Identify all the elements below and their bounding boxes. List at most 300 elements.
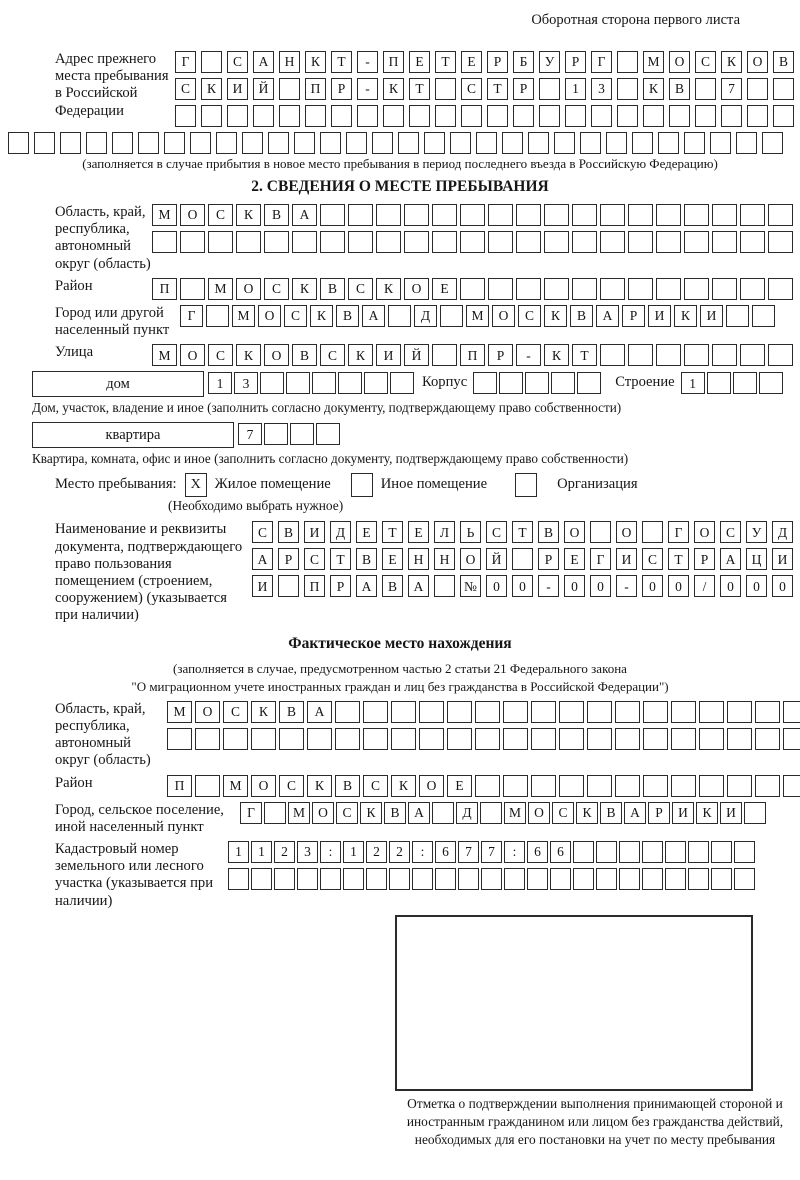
char-box: К — [643, 78, 664, 100]
char-box: М — [167, 701, 192, 723]
char-box: И — [772, 548, 793, 570]
char-box — [615, 775, 640, 797]
actual-region-block — [8, 701, 792, 770]
street-row — [152, 344, 793, 366]
char-box: Р — [622, 305, 645, 327]
actual-district-label: Район — [55, 774, 93, 791]
char-box: С — [320, 344, 345, 366]
char-box: 2 — [274, 841, 295, 863]
char-box: И — [700, 305, 723, 327]
char-box: М — [232, 305, 255, 327]
char-box: К — [307, 775, 332, 797]
char-box: О — [492, 305, 515, 327]
char-box — [419, 728, 444, 750]
char-box: - — [516, 344, 541, 366]
section2-title: 2. СВЕДЕНИЯ О МЕСТЕ ПРЕБЫВАНИЯ — [251, 178, 549, 195]
char-box: 7 — [481, 841, 502, 863]
prev-address-row-3 — [175, 105, 794, 127]
char-box: В — [335, 775, 360, 797]
char-box — [488, 278, 513, 300]
char-box: К — [310, 305, 333, 327]
char-box — [264, 802, 286, 824]
char-box — [527, 868, 548, 890]
char-box — [357, 105, 378, 127]
char-box — [531, 775, 556, 797]
char-box: 0 — [486, 575, 507, 597]
actual-location-title: Фактическое место нахождения — [288, 634, 512, 652]
char-box — [180, 231, 205, 253]
char-box — [112, 132, 133, 154]
char-box: С — [264, 278, 289, 300]
district-label: Район — [55, 277, 93, 294]
char-box: В — [278, 521, 299, 543]
char-box — [201, 51, 222, 73]
char-box — [320, 231, 345, 253]
char-box — [759, 372, 783, 394]
char-box — [274, 868, 295, 890]
char-box — [747, 105, 768, 127]
char-box: В — [600, 802, 622, 824]
char-box: О — [528, 802, 550, 824]
char-box — [544, 278, 569, 300]
char-box — [539, 78, 560, 100]
stay-type-row — [55, 473, 792, 497]
char-box: № — [460, 575, 481, 597]
char-box — [460, 204, 485, 226]
char-box — [432, 802, 454, 824]
actual-region-label: Область, край, республика, автономный округ (область) — [55, 700, 151, 769]
char-box — [320, 204, 345, 226]
char-box: К — [544, 305, 567, 327]
char-box: С — [642, 548, 663, 570]
char-box — [577, 372, 601, 394]
document-row-2 — [252, 548, 793, 570]
char-box — [596, 841, 617, 863]
char-box — [684, 278, 709, 300]
char-box: Т — [330, 548, 351, 570]
char-box: - — [357, 78, 378, 100]
district-block — [8, 278, 792, 300]
char-box: В — [320, 278, 345, 300]
char-box — [503, 701, 528, 723]
char-box — [253, 105, 274, 127]
char-box — [502, 132, 523, 154]
char-box — [450, 132, 471, 154]
char-box: К — [576, 802, 598, 824]
char-box — [783, 728, 800, 750]
char-box: К — [360, 802, 382, 824]
char-box: - — [357, 51, 378, 73]
char-box: Й — [404, 344, 429, 366]
char-box — [712, 278, 737, 300]
char-box: Т — [668, 548, 689, 570]
char-box: И — [616, 548, 637, 570]
char-box — [404, 204, 429, 226]
char-box — [656, 204, 681, 226]
char-box — [528, 132, 549, 154]
char-box: Т — [512, 521, 533, 543]
char-box — [699, 728, 724, 750]
char-box — [551, 372, 575, 394]
char-box — [572, 231, 597, 253]
korpus-label: Корпус — [422, 374, 468, 391]
char-box: - — [616, 575, 637, 597]
char-box — [435, 868, 456, 890]
cadastral-row-2 — [228, 868, 755, 890]
prev-address-block — [8, 51, 792, 127]
char-box: В — [264, 204, 289, 226]
char-box — [316, 423, 340, 445]
char-box: Б — [513, 51, 534, 73]
char-box: 0 — [772, 575, 793, 597]
char-box: 1 — [228, 841, 249, 863]
stamp-box — [395, 915, 753, 1091]
char-box — [34, 132, 55, 154]
char-box — [684, 231, 709, 253]
char-box — [658, 132, 679, 154]
char-box — [643, 775, 668, 797]
char-box: С — [348, 278, 373, 300]
char-box: Г — [590, 548, 611, 570]
char-box: Д — [772, 521, 793, 543]
char-box — [167, 728, 192, 750]
char-box: 0 — [720, 575, 741, 597]
char-box: К — [674, 305, 697, 327]
char-box — [481, 868, 502, 890]
char-box: М — [152, 344, 177, 366]
street-block — [8, 344, 792, 366]
char-box — [346, 132, 367, 154]
char-box: 7 — [721, 78, 742, 100]
actual-district-block — [8, 775, 792, 797]
char-box — [628, 231, 653, 253]
char-box — [591, 105, 612, 127]
char-box: Е — [447, 775, 472, 797]
char-box — [727, 728, 752, 750]
checkbox-organization — [515, 473, 537, 497]
stroenie-cells — [681, 371, 783, 394]
char-box: В — [773, 51, 794, 73]
char-box: О — [694, 521, 715, 543]
actual-city-row — [240, 802, 766, 824]
char-box — [460, 231, 485, 253]
char-box — [573, 868, 594, 890]
char-box: : — [504, 841, 525, 863]
char-box — [744, 802, 766, 824]
char-box — [320, 132, 341, 154]
char-box — [435, 78, 456, 100]
char-box — [559, 775, 584, 797]
char-box: К — [251, 701, 276, 723]
char-box — [684, 204, 709, 226]
char-box — [297, 868, 318, 890]
checkbox-residential: X — [185, 473, 207, 497]
char-box — [712, 204, 737, 226]
char-box — [525, 372, 549, 394]
char-box — [710, 132, 731, 154]
house-number-cells — [208, 371, 414, 394]
char-box — [516, 231, 541, 253]
char-box — [711, 868, 732, 890]
apartment-cells — [238, 422, 340, 445]
document-row-1 — [252, 521, 793, 543]
char-box — [488, 204, 513, 226]
char-box: И — [252, 575, 273, 597]
char-box — [383, 105, 404, 127]
char-box — [768, 231, 793, 253]
char-box — [206, 305, 229, 327]
char-box — [617, 105, 638, 127]
stay-option-other-label: Иное помещение — [380, 476, 488, 493]
char-box — [460, 278, 485, 300]
char-box — [734, 841, 755, 863]
char-box — [684, 344, 709, 366]
char-box: Л — [434, 521, 455, 543]
char-box — [617, 78, 638, 100]
char-box: Р — [278, 548, 299, 570]
char-box: А — [292, 204, 317, 226]
char-box: Р — [330, 575, 351, 597]
document-label: Наименование и реквизиты документа, подтверждающего право пользования помещением (строением, сооружением) (указывается при наличии) — [55, 521, 243, 624]
char-box: В — [279, 701, 304, 723]
house-caption: Дом, участок, владение и иное (заполнить согласно документу, подтверждающему право собственности) — [32, 400, 622, 416]
city-row — [180, 305, 775, 327]
char-box: О — [195, 701, 220, 723]
char-box — [434, 575, 455, 597]
char-box — [242, 132, 263, 154]
apartment-widebox: квартира — [32, 422, 234, 448]
region-label: Область, край, республика, автономный округ (область) — [55, 204, 151, 272]
char-box — [671, 728, 696, 750]
char-box — [699, 775, 724, 797]
stay-type-label: Место пребывания: — [55, 476, 177, 493]
char-box — [619, 841, 640, 863]
char-box: Г — [240, 802, 262, 824]
char-box: Ь — [460, 521, 481, 543]
char-box: И — [648, 305, 671, 327]
char-box — [628, 204, 653, 226]
char-box: О — [747, 51, 768, 73]
char-box — [390, 372, 414, 394]
char-box: О — [180, 204, 205, 226]
char-box — [752, 305, 775, 327]
char-box — [294, 132, 315, 154]
char-box: Т — [572, 344, 597, 366]
char-box: С — [252, 521, 273, 543]
char-box — [643, 105, 664, 127]
char-box — [476, 132, 497, 154]
char-box — [366, 868, 387, 890]
char-box — [228, 868, 249, 890]
char-box: 0 — [512, 575, 533, 597]
apartment-block — [32, 422, 792, 448]
char-box — [773, 78, 794, 100]
char-box — [487, 105, 508, 127]
char-box: А — [307, 701, 332, 723]
char-box — [331, 105, 352, 127]
char-box: Е — [564, 548, 585, 570]
prev-address-label: Адрес прежнего места пребывания в Российской Федерации — [55, 51, 169, 119]
char-box: 1 — [343, 841, 364, 863]
char-box — [216, 132, 237, 154]
char-box — [642, 521, 663, 543]
char-box: И — [672, 802, 694, 824]
stay-option-organization-label: Организация — [557, 476, 638, 493]
char-box: С — [720, 521, 741, 543]
char-box — [398, 132, 419, 154]
char-box: К — [383, 78, 404, 100]
char-box — [475, 775, 500, 797]
char-box: К — [376, 278, 401, 300]
char-box: 3 — [297, 841, 318, 863]
char-box — [223, 728, 248, 750]
char-box — [180, 278, 205, 300]
char-box — [688, 868, 709, 890]
char-box: 7 — [238, 423, 262, 445]
char-box — [268, 132, 289, 154]
char-box: Т — [382, 521, 403, 543]
char-box — [768, 204, 793, 226]
char-box — [152, 231, 177, 253]
document-row-3 — [252, 575, 793, 597]
char-box — [734, 868, 755, 890]
char-box: О — [180, 344, 205, 366]
char-box: / — [694, 575, 715, 597]
char-box: А — [362, 305, 385, 327]
char-box: 1 — [565, 78, 586, 100]
char-box — [348, 231, 373, 253]
char-box — [671, 701, 696, 723]
char-box: С — [284, 305, 307, 327]
char-box — [388, 305, 411, 327]
char-box — [376, 204, 401, 226]
char-box: М — [504, 802, 526, 824]
korpus-cells — [473, 371, 601, 394]
char-box — [619, 868, 640, 890]
char-box — [587, 775, 612, 797]
char-box: С — [208, 204, 233, 226]
char-box: 6 — [527, 841, 548, 863]
char-box: К — [236, 344, 261, 366]
char-box — [755, 701, 780, 723]
char-box — [475, 728, 500, 750]
char-box — [740, 204, 765, 226]
char-box: Н — [434, 548, 455, 570]
char-box: Р — [331, 78, 352, 100]
actual-region-row-1 — [167, 701, 800, 723]
char-box: О — [404, 278, 429, 300]
char-box: - — [538, 575, 559, 597]
char-box: А — [253, 51, 274, 73]
char-box — [726, 305, 749, 327]
char-box: О — [251, 775, 276, 797]
char-box: С — [486, 521, 507, 543]
char-box: И — [304, 521, 325, 543]
char-box — [227, 105, 248, 127]
char-box — [628, 344, 653, 366]
char-box: У — [539, 51, 560, 73]
char-box — [628, 278, 653, 300]
char-box — [138, 132, 159, 154]
char-box — [363, 701, 388, 723]
char-box — [755, 775, 780, 797]
char-box — [320, 868, 341, 890]
char-box: 1 — [251, 841, 272, 863]
char-box: П — [460, 344, 485, 366]
char-box: О — [616, 521, 637, 543]
char-box: Й — [486, 548, 507, 570]
char-box: К — [696, 802, 718, 824]
char-box — [278, 575, 299, 597]
actual-city-block — [8, 802, 792, 836]
stamp-area — [395, 915, 795, 1149]
char-box — [531, 728, 556, 750]
char-box: Г — [180, 305, 203, 327]
char-box — [335, 701, 360, 723]
char-box: 0 — [668, 575, 689, 597]
char-box: 0 — [746, 575, 767, 597]
char-box: О — [312, 802, 334, 824]
char-box: Т — [487, 78, 508, 100]
char-box — [251, 868, 272, 890]
char-box — [762, 132, 783, 154]
char-box — [251, 728, 276, 750]
char-box — [773, 105, 794, 127]
char-box — [642, 841, 663, 863]
char-box: П — [305, 78, 326, 100]
char-box — [412, 868, 433, 890]
actual-location-caption-2: "О миграционном учете иностранных граждан и лиц без гражданства в Российской Федерации") — [131, 678, 669, 694]
char-box: К — [348, 344, 373, 366]
char-box — [195, 775, 220, 797]
char-box — [391, 728, 416, 750]
char-box: С — [208, 344, 233, 366]
char-box — [364, 372, 388, 394]
char-box — [617, 51, 638, 73]
stay-option-residential-label: Жилое помещение — [214, 476, 331, 493]
char-box — [279, 78, 300, 100]
char-box: 2 — [389, 841, 410, 863]
char-box — [473, 372, 497, 394]
house-block — [32, 371, 792, 397]
char-box: К — [305, 51, 326, 73]
actual-district-row — [167, 775, 800, 797]
char-box: С — [695, 51, 716, 73]
char-box — [587, 728, 612, 750]
char-box: С — [175, 78, 196, 100]
char-box: 6 — [435, 841, 456, 863]
char-box — [684, 132, 705, 154]
street-label: Улица — [55, 344, 94, 361]
char-box: Е — [382, 548, 403, 570]
char-box — [695, 105, 716, 127]
char-box: О — [669, 51, 690, 73]
cadastral-label: Кадастровый номер земельного или лесного участка (указывается при наличии) — [55, 840, 214, 909]
char-box — [513, 105, 534, 127]
char-box: М — [288, 802, 310, 824]
char-box: К — [721, 51, 742, 73]
char-box — [712, 231, 737, 253]
char-box: В — [356, 548, 377, 570]
char-box — [656, 344, 681, 366]
char-box — [264, 231, 289, 253]
char-box — [504, 868, 525, 890]
char-box: И — [720, 802, 742, 824]
char-box — [372, 132, 393, 154]
char-box: К — [391, 775, 416, 797]
char-box — [600, 231, 625, 253]
char-box: У — [746, 521, 767, 543]
